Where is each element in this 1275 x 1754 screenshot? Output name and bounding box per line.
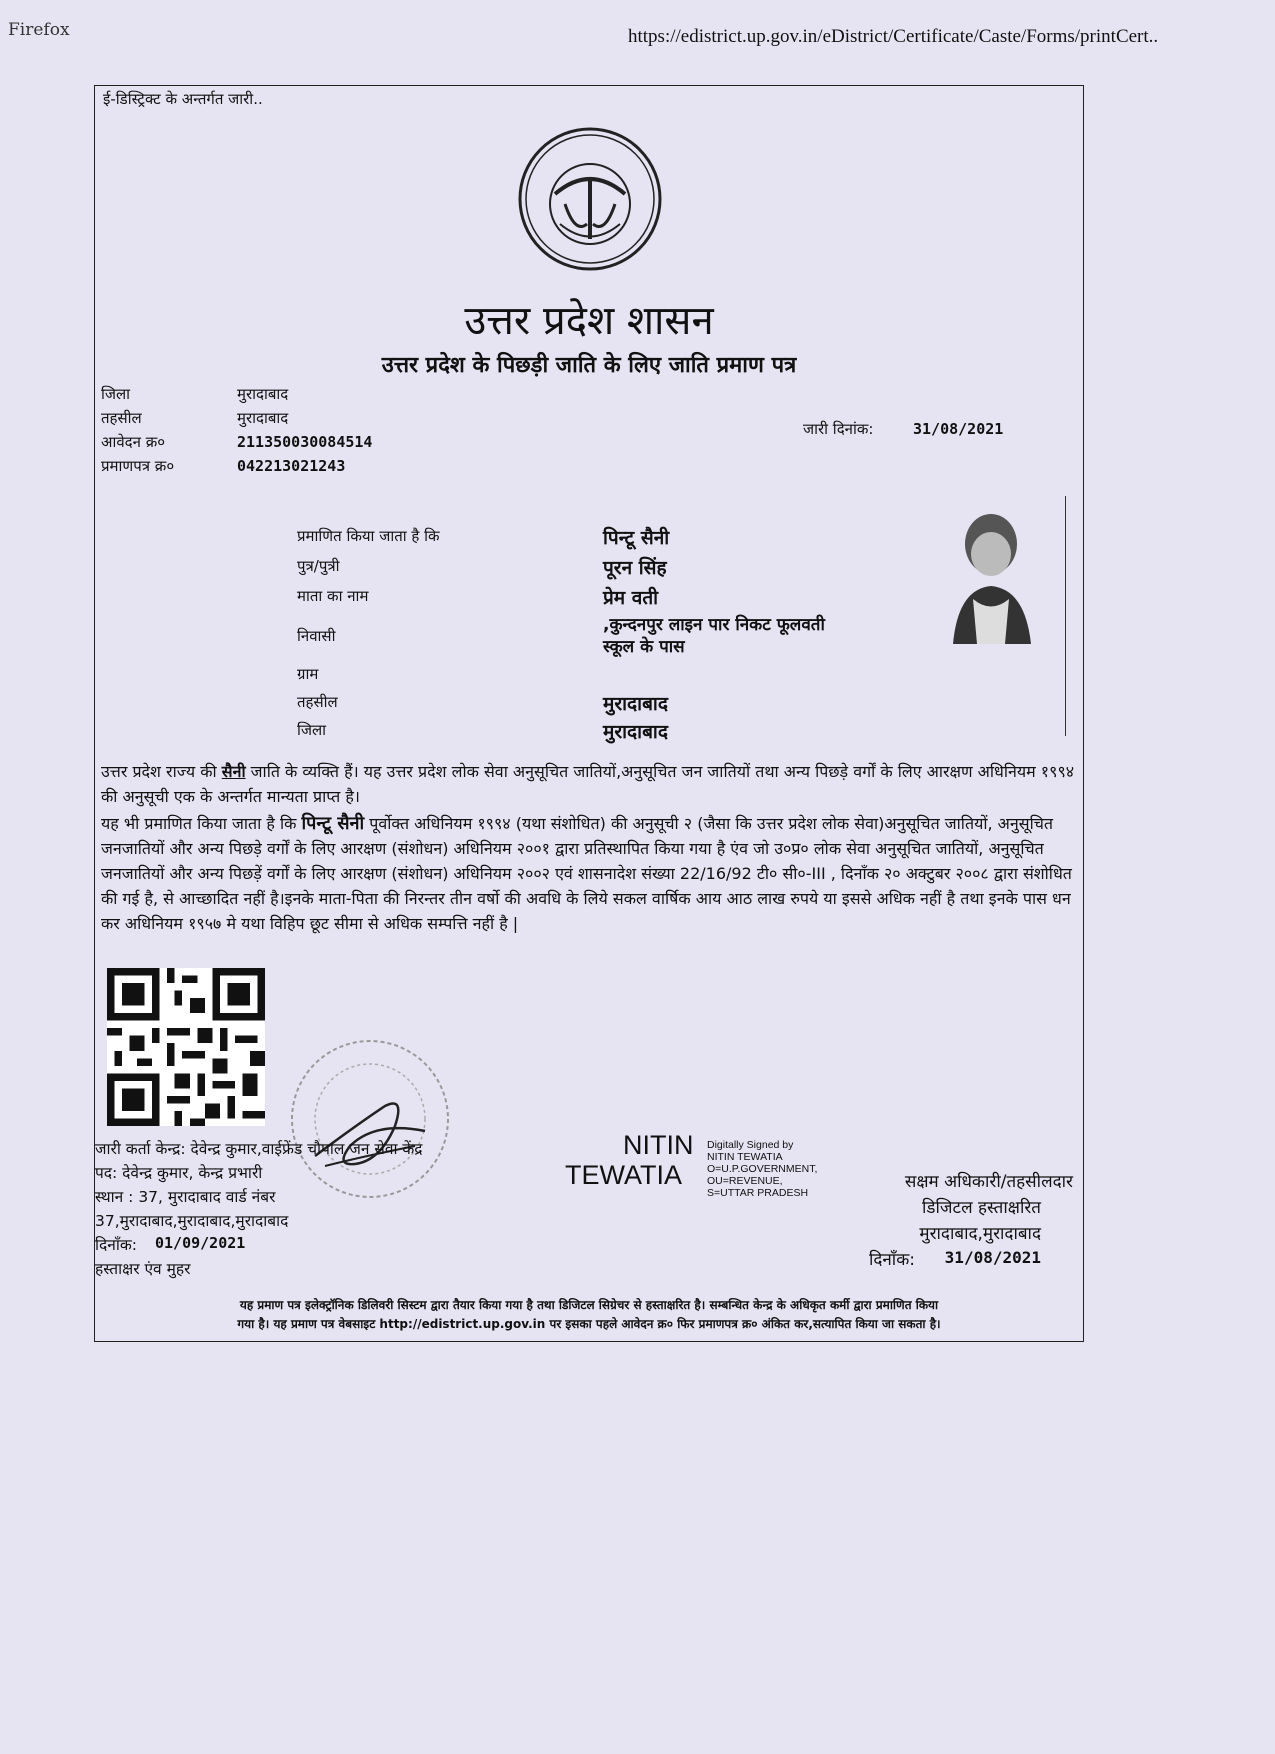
certified-label: प्रमाणित किया जाता है कि — [297, 527, 440, 545]
caste-name: सैनी — [221, 762, 246, 781]
caste-paragraph — [101, 759, 1076, 809]
resident-address — [603, 614, 825, 658]
ds-detail-1: Digitally Signed by — [707, 1139, 794, 1151]
ds-detail-4: OU=REVENUE, — [707, 1175, 783, 1187]
issuer-post: पद: देवेन्द्र कुमार, केन्द्र प्रभारी — [95, 1164, 263, 1182]
person-name: पिन्टू सैनी — [603, 527, 670, 549]
certificate — [94, 85, 1084, 1342]
page-url: https://edistrict.up.gov.in/eDistrict/Certificate/Caste/Forms/printCert.. — [628, 26, 1159, 47]
verification-footer — [95, 1296, 1083, 1334]
ds-detail-3: O=U.P.GOVERNMENT, — [707, 1163, 818, 1175]
issue-date-label: जारी दिनांक: — [803, 420, 874, 438]
parent-name: पूरन सिंह — [603, 557, 667, 579]
certificate-number-label: प्रमाणपत्र क्र० — [101, 457, 175, 475]
certification-paragraph — [101, 811, 1076, 936]
parent-label: पुत्र/पुत्री — [297, 557, 340, 575]
sign-and-seal-label: हस्ताक्षर एंव मुहर — [95, 1260, 191, 1278]
authority-title: सक्षम अधिकारी/तहसीलदार — [904, 1172, 1073, 1192]
tehsil-label: तहसील — [101, 409, 142, 427]
caste-paragraph-start: उत्तर प्रदेश राज्य की — [101, 762, 222, 781]
issuer-date-label: दिनाँक: — [95, 1236, 137, 1254]
authority-date-label: दिनाँक: — [868, 1250, 915, 1270]
handwritten-signature — [295, 1086, 445, 1176]
digital-signer-name-line1: NITIN — [623, 1130, 694, 1160]
resident-label: निवासी — [297, 627, 336, 645]
authority-digital-sign: डिजिटल हस्ताक्षरित — [922, 1198, 1041, 1218]
authority-place: मुरादाबाद,मुरादाबाद — [919, 1224, 1041, 1244]
mother-label: माता का नाम — [297, 587, 369, 605]
application-number-value: 211350030084514 — [237, 433, 373, 451]
government-title: उत्तर प्रदेश शासन — [464, 298, 714, 344]
qr-code — [107, 968, 265, 1126]
footer-line2: गया है। यह प्रमाण पत्र वेबसाइट http://edistrict.up.gov.in पर इसका पहले आवेदन क्र० फिर प्रमाणपत्र क्र० अंकित कर,सत्यापित किया जा सकता है। — [237, 1317, 941, 1331]
browser-name: Firefox — [8, 20, 70, 40]
person-tehsil-value: मुरादाबाद — [603, 693, 668, 715]
application-number-label: आवेदन क्र० — [101, 433, 166, 451]
district-label: जिला — [101, 385, 131, 403]
mother-name: प्रेम वती — [603, 587, 659, 609]
issuing-centre: जारी कर्ता केन्द्र: देवेन्द्र कुमार,वाईफ्रेंड चौपाल जन सेवा केंद्र — [95, 1140, 423, 1158]
digital-signer-name-line2: TEWATIA — [565, 1160, 682, 1190]
applicant-photo — [933, 504, 1053, 644]
footer-line1: यह प्रमाण पत्र इलेक्ट्रॉनिक डिलिवरी सिस्टम द्वारा तैयार किया गया है तथा डिजिटल सिग्रेचर से हस्ताक्षरित है। सम्बन्धित केन्द्र के अधिकृत कर्मी द्वारा प्रमाणित किया — [239, 1298, 939, 1312]
issued-under-note: ई-डिस्ट्रिक्ट के अन्तर्गत जारी.. — [103, 90, 263, 108]
certificate-title: उत्तर प्रदेश के पिछड़ी जाति के लिए जाति प्रमाण पत्र — [381, 352, 797, 378]
issue-date-value: 31/08/2021 — [913, 420, 1004, 438]
person-tehsil-label: तहसील — [297, 693, 338, 711]
village-label: ग्राम — [297, 665, 319, 683]
authority-date-value: 31/08/2021 — [944, 1248, 1041, 1267]
issuer-place-line2: 37,मुरादाबाद,मुरादाबाद,मुरादाबाद — [95, 1212, 289, 1230]
resident-address-line1: ,कुन्दनपुर लाइन पार निकट फूलवती — [603, 615, 825, 635]
certificate-number-value: 042213021243 — [237, 457, 346, 475]
resident-address-line2: स्कूल के पास — [603, 637, 685, 657]
issuer-date-value: 01/09/2021 — [155, 1234, 246, 1252]
tehsil-value: मुरादाबाद — [237, 409, 289, 427]
certification-paragraph-start: यह भी प्रमाणित किया जाता है कि — [101, 814, 302, 833]
person-district-value: मुरादाबाद — [603, 721, 668, 743]
up-government-emblem-icon — [515, 124, 665, 274]
caste-paragraph-rest: जाति के व्यक्ति हैं। यह उत्तर प्रदेश लोक सेवा अनुसूचित जातियों,अनुसूचित जन जातियों तथा अन्य पिछड़े वर्गों के लिए आरक्षण अधिनियम १९९४ की अनुसूची एक के अन्तर्गत मान्यता प्राप्त है। — [101, 762, 1075, 806]
ds-detail-2: NITIN TEWATIA — [707, 1151, 783, 1163]
district-value: मुरादाबाद — [237, 385, 289, 403]
person-district-label: जिला — [297, 721, 327, 739]
certification-paragraph-rest: पूर्वोक्त अधिनियम १९९४ (यथा संशोधित) की अनुसूची २ (जैसा कि उत्तर प्रदेश लोक सेवा)अनुसूचित जातियों, अनुसूचित जनजातियों और अन्य पिछड़े वर्गों के लिए आरक्षण (संशोधन) अधिनियम २००१ द्वारा प्रतिस्थापित किया गया है एंव जो उ०प्र० लोक सेवा अनुसूचित जातियों, अनुसूचित जनजातियों और अन्य पिछड़ें वर्गों के लिए आरक्षण (संशोधन) अधिनियम २००२ एवं शासनादेश संख्या 22/16/92 टी० सी०-III , दिनाँक २० अक्टुबर २००८ द्वारा संशोधित की गई है, से आच्छादित नहीं है।इनके माता-पिता की निरन्तर तीन वर्षो की अवधि के लिये सकल वार्षिक आय आठ लाख रुपये या इससे अधिक नहीं है तथा इनके पास धन कर अधिनियम १९५७ मे यथा विहिप छूट सीमा से अधिक सम्पत्ति नहीं है | — [101, 814, 1072, 933]
ds-detail-5: S=UTTAR PRADESH — [707, 1187, 809, 1199]
certification-person-name: पिन्टू सैनी — [301, 813, 365, 834]
issuer-place-line1: स्थान : 37, मुरादाबाद वार्ड नंबर — [95, 1188, 276, 1206]
digital-signature-details — [707, 1139, 817, 1199]
